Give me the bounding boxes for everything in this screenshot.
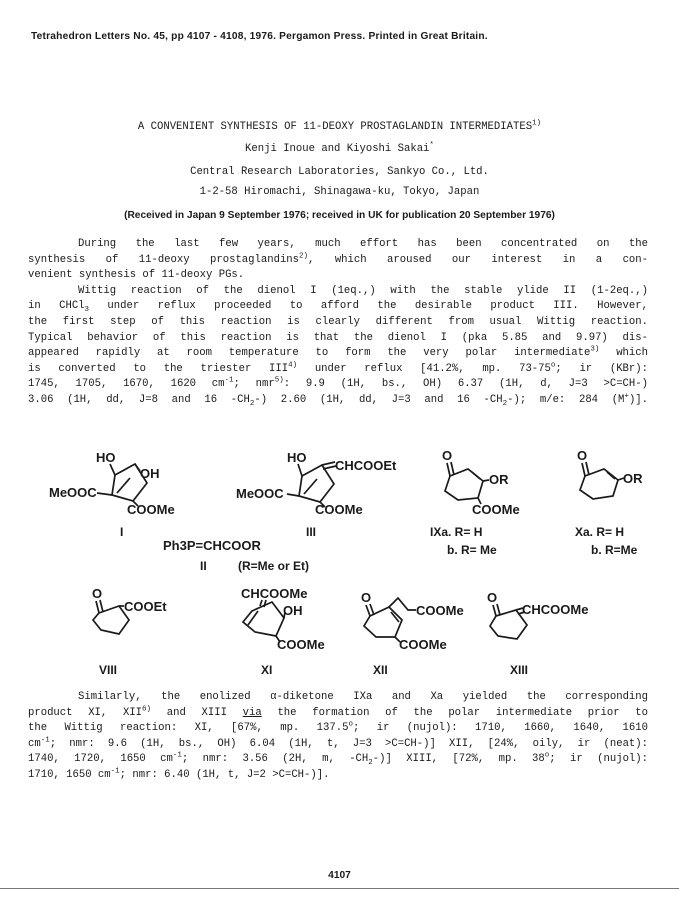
text-line: 1740, 1720, 1650 $cm^{-1}$; nmr: 3.56 (2H, m, $-CH_2-$)] XIII, [72%, mp. 38$^o$; ir (nujol):: [28, 751, 648, 768]
double-bond: [264, 600, 266, 607]
compound-xii-structure: [361, 590, 464, 677]
compound-iii-structure: [236, 450, 397, 539]
compound-i-label: I: [120, 525, 124, 539]
double-bond: [472, 472, 480, 479]
bond: [298, 464, 302, 476]
journal-header: Tetrahedron Letters No. 45, pp 4107 - 4108, 1976. Pergamon Press. Printed in Great Britain.: [31, 31, 488, 42]
compound-iii-left-group: MeOOC: [236, 486, 284, 501]
ring-bond: [580, 469, 618, 499]
intro-paragraph: [28, 237, 648, 409]
compound-xi-label: XI: [261, 663, 273, 677]
compound-ix-label-b: b. R= Me: [447, 543, 497, 557]
double-bond: [451, 462, 454, 475]
text-line: is converted to the triester III$^{4)}$ under reflux [41.2%, mp. 73-75$^o$; ir (KBr):: [28, 361, 648, 375]
compound-iii-bottom-group: COOMe: [315, 502, 363, 517]
double-bond: [493, 605, 496, 616]
bond: [287, 494, 299, 496]
compound-xiii-label: XIII: [510, 663, 529, 677]
compound-i-bottom-group: COOMe: [127, 502, 175, 517]
ring-bond: [243, 602, 284, 636]
page-footer-rule: [0, 888, 679, 889]
text-line: venient synthesis of 11-deoxy PGs.: [28, 269, 245, 282]
double-bond: [582, 463, 585, 476]
bond: [322, 462, 335, 465]
compound-ix-structure: [430, 448, 520, 557]
compound-xiii-side-chain: CHCOOMe: [522, 602, 589, 617]
compound-ix-bottom-group: COOMe: [472, 502, 520, 517]
text-line: During the last few years, much effort has been concentrated on the: [78, 238, 648, 250]
double-bond: [586, 462, 589, 475]
text-line: synthesis of 11-deoxy prostaglandins$^{2)}$, which aroused our interest in a con-: [28, 252, 648, 266]
double-bond: [366, 605, 370, 616]
compound-i-ho: HO: [96, 450, 116, 465]
bond: [110, 464, 115, 475]
double-bond: [607, 472, 615, 479]
compound-xiii-oxo: O: [487, 590, 498, 605]
compound-i-oh: OH: [140, 466, 160, 481]
compound-ix-label: IXa. R= H: [430, 525, 483, 539]
double-bond: [304, 479, 317, 494]
compound-xii-bottom-group: COOMe: [399, 637, 447, 652]
double-bond: [117, 478, 130, 493]
ring-bond: [445, 469, 483, 500]
double-bond: [370, 604, 374, 615]
compound-xi-bottom-group: COOMe: [277, 637, 325, 652]
compound-iii-ho: HO: [287, 450, 307, 465]
author-names: Kenji Inoue and Kiyoshi Sakai*: [245, 141, 434, 155]
double-bond: [96, 601, 99, 613]
bond: [389, 598, 416, 610]
text-line: Typical behavior of this reaction is that the dienol I (pka 5.85 and 9.97) dis-: [28, 331, 648, 344]
ylide-label: II: [200, 559, 207, 573]
compound-ix-oxo: O: [442, 448, 453, 463]
article-title: A CONVENIENT SYNTHESIS OF 11-DEOXY PROSTAGLANDIN INTERMEDIATES$^{1)}$: [137, 119, 542, 133]
compound-xi-top-group: CHCOOMe: [241, 586, 308, 601]
double-bond: [497, 604, 500, 615]
ylide-ii: [163, 538, 309, 573]
text-line: 3.06 (1H, dd, J=8 and 16 $-CH_2-$) 2.60 (1H, dd, J=3 and 16 $-CH_2-$); m/e: 284 (M+)].: [28, 392, 649, 409]
double-bond: [447, 463, 450, 476]
text-line: 1745, 1705, 1670, 1620 $cm^{-1}$; nmr$^{5)}$: 9.9 (1H, bs., OH) 6.37 (1H, d, J=3 >C=CH-): [28, 376, 648, 391]
affiliation-line-2: 1-2-58 Hiromachi, Shinagawa-ku, Tokyo, Japan: [199, 186, 480, 198]
double-bond: [100, 600, 103, 612]
received-date: (Received in Japan 9 September 1976; received in UK for publication 20 September 1976): [124, 210, 555, 221]
text-line: 1710, 1650 $cm^{-1}$; nmr: 6.40 (1H, t, J=2 >C=CH-)].: [28, 767, 330, 781]
compound-iii-side-chain: CHCOOEt: [335, 458, 397, 473]
text-line: in CHCl$_3$ under reflux proceeded to afford the desirable product III. However,: [28, 300, 648, 315]
compound-xii-label: XII: [373, 663, 388, 677]
compound-iii-label: III: [306, 525, 317, 539]
compound-xii-side-chain: COOMe: [416, 603, 464, 618]
ylide-note: (R=Me or Et): [238, 559, 310, 573]
compound-viii-label: VIII: [99, 663, 118, 677]
text-line: Similarly, the enolized α-diketone IXa and Xa yielded the corresponding: [78, 691, 648, 703]
compound-viii-structure: [92, 586, 167, 677]
ring-bond: [364, 607, 402, 637]
compound-ix-or: OR: [489, 472, 509, 487]
text-line: product XI, XII$^{6)}$ and XIII via the formation of the polar intermediate prior to: [28, 705, 648, 719]
bond: [97, 493, 112, 495]
ylide-formula: Ph3P=CHCOOR: [163, 538, 261, 553]
affiliation-line-1: Central Research Laboratories, Sankyo Co., Ltd.: [190, 166, 489, 178]
text-line: the first step of this reaction is clearly different from usual Wittig reaction.: [28, 315, 648, 328]
compound-i-left-group: MeOOC: [49, 485, 97, 500]
compound-x-label-b: b. R=Me: [591, 543, 638, 557]
text-line: Wittig reaction of the dienol I (1eq.,) with the stable ylide II (1-2eq.,): [78, 284, 648, 297]
compound-xi-oh: OH: [283, 603, 303, 618]
compound-x-oxo: O: [577, 448, 588, 463]
compound-viii-side-chain: COOEt: [124, 599, 167, 614]
compound-xii-oxo: O: [361, 590, 372, 605]
ring-bond: [299, 465, 334, 502]
compound-x-structure: [575, 448, 643, 557]
chemical-structures-scheme: [0, 448, 679, 693]
results-paragraph: [28, 690, 648, 784]
compound-i-structure: [49, 450, 175, 539]
text-line: appeared rapidly at room temperature to form the very polar intermediate$^{3)}$ which: [28, 345, 648, 360]
compound-x-label: Xa. R= H: [575, 525, 625, 539]
compound-viii-oxo: O: [92, 586, 103, 601]
text-line: $cm^{-1}$; nmr: 9.6 (1H, bs., OH) 6.04 (1H, t, J=3 >C=CH-)] XII, [24%, oily, ir (neat):: [28, 736, 648, 750]
compound-xi-structure: [241, 586, 325, 677]
page-number: 4107: [328, 870, 351, 881]
text-line: the Wittig reaction: XI, [67%, mp. 137.5$^o$; ir (nujol): 1710, 1660, 1640, 1610: [28, 720, 648, 735]
compound-x-or: OR: [623, 471, 643, 486]
compound-xiii-structure: [487, 590, 588, 677]
